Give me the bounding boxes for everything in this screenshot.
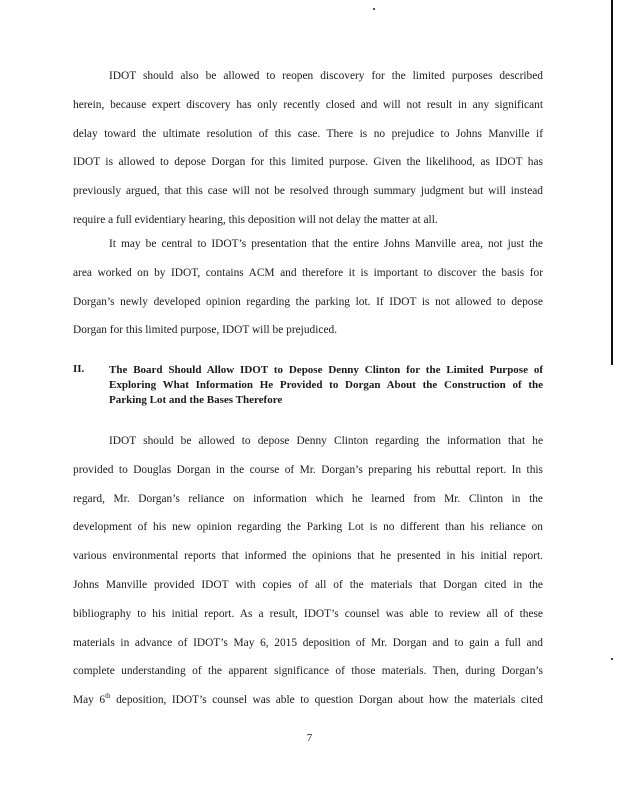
- text-line: herein, because expert discovery has only recently closed and will not result in any significant: [73, 98, 543, 111]
- text-line: development of his new opinion regarding the Parking Lot is no different than his reliance on: [73, 521, 543, 534]
- text-line: Dorgan’s newly developed opinion regarding the parking lot. If IDOT is not allowed to depose: [73, 295, 543, 308]
- text-line: regard, Mr. Dorgan’s reliance on information which he learned from Mr. Clinton in the: [73, 492, 543, 505]
- text-line: bibliography to his initial report. As a result, IDOT’s counsel was able to review all of these: [73, 607, 543, 620]
- text-line: It may be central to IDOT’s presentation that the entire Johns Manville area, not just the: [109, 238, 543, 250]
- text-line: area worked on by IDOT, contains ACM and therefore it is important to discover the basis for: [73, 266, 543, 279]
- page-number: 7: [306, 732, 313, 744]
- text-line: various environmental reports that informed the opinions that he presented in his initial report.: [73, 550, 543, 563]
- scan-speck: [611, 658, 613, 660]
- paragraph-central-to-idot: [73, 230, 543, 345]
- text-line: IDOT is allowed to depose Dorgan for this limited purpose. Given the likelihood, as IDOT has: [73, 156, 543, 169]
- page-edge-rule: [611, 0, 613, 365]
- ordinal-suffix: th: [105, 692, 111, 701]
- text-fragment: May 6: [73, 694, 106, 707]
- heading-line: Parking Lot and the Bases Therefore: [109, 394, 283, 406]
- section-heading-ii: [73, 363, 543, 408]
- text-line: complete understanding of the apparent significance of those materials. Then, during Dorgan’s: [73, 665, 543, 678]
- text-line: IDOT should also be allowed to reopen discovery for the limited purposes described: [109, 70, 543, 82]
- text-fragment: deposition, IDOT’s counsel was able to question Dorgan about how the materials cited: [110, 694, 543, 707]
- text-line: IDOT should be allowed to depose Denny Clinton regarding the information that he: [109, 435, 543, 447]
- heading-line: The Board Should Allow IDOT to Depose Denny Clinton for the Limited Purpose of: [109, 364, 543, 376]
- text-line: provided to Douglas Dorgan in the course of Mr. Dorgan’s preparing his rebuttal report. In this: [73, 463, 543, 476]
- section-number: II.: [73, 363, 85, 375]
- text-line: require a full evidentiary hearing, this deposition will not delay the matter at all.: [73, 213, 438, 226]
- text-line: previously argued, that this case will not be resolved through summary judgment but will instead: [73, 185, 543, 198]
- text-line: Dorgan for this limited purpose, IDOT will be prejudiced.: [73, 324, 338, 337]
- paragraph-depose-clinton: [73, 427, 543, 715]
- paragraph-reopen-discovery: [73, 62, 543, 235]
- text-line: delay toward the ultimate resolution of this case. There is no prejudice to Johns Manville if: [73, 127, 543, 140]
- heading-line: Exploring What Information He Provided to Dorgan About the Construction of the: [109, 379, 543, 391]
- text-line: materials in advance of IDOT’s May 6, 2015 deposition of Mr. Dorgan and to gain a full and: [73, 636, 543, 649]
- scan-speck: [373, 8, 375, 10]
- text-line: Johns Manville provided IDOT with copies of all of the materials that Dorgan cited in the: [73, 578, 543, 591]
- text-line: [73, 686, 543, 715]
